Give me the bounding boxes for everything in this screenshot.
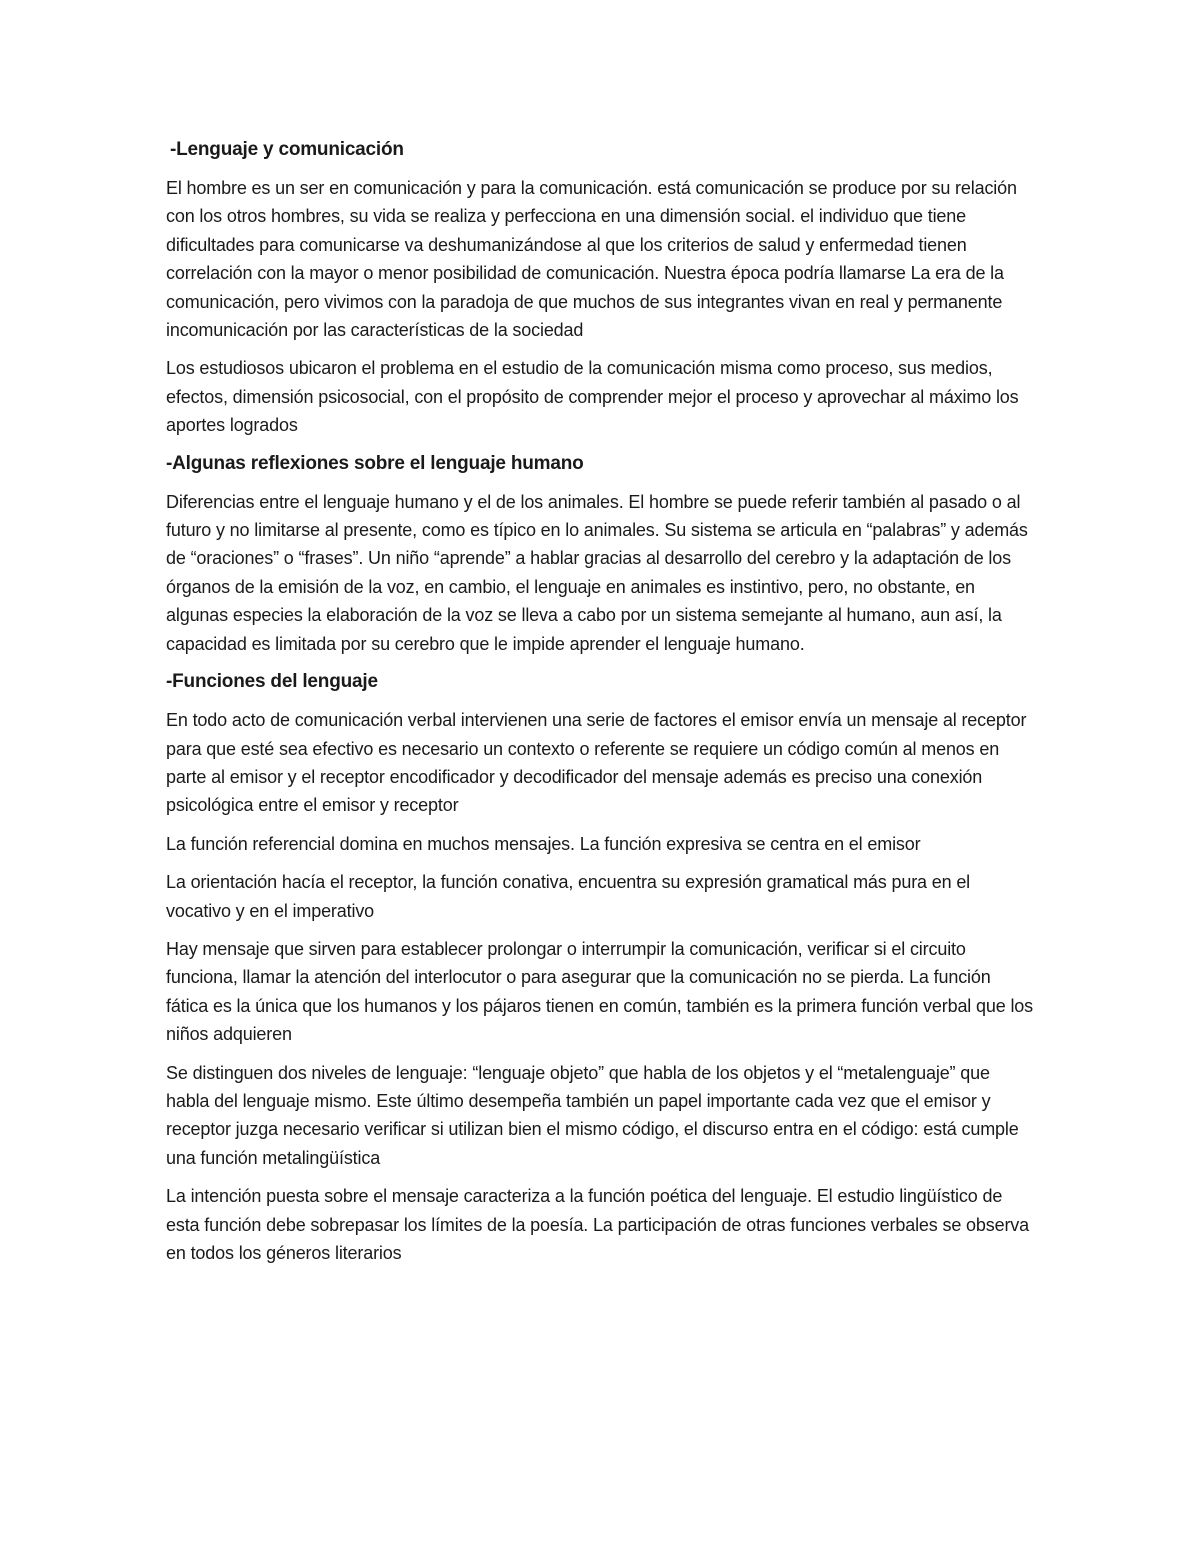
section-heading-reflexiones: -Algunas reflexiones sobre el lenguaje humano (166, 452, 584, 474)
section-heading-lenguaje-comunicacion: -Lenguaje y comunicación (170, 139, 404, 160)
section-heading-funciones: -Funciones del lenguaje (166, 671, 378, 693)
paragraph: El hombre es un ser en comunicación y para la comunicación. está comunicación se produce por su relación con los otros hombres, su vida se realiza y perfecciona en una dimensión social. el individuo que tiene dificultades para comunicarse va deshumanizándose al que los criterios de salud y enfermedad tienen correlación con la mayor o menor posibilidad de comunicación. Nuestra época podría llamarse La era de la comunicación, pero vivimos con la paradoja de que muchos de sus integrantes vivan en real y permanente incomunicación por las características de la sociedad (166, 178, 1017, 341)
paragraph: Los estudiosos ubicaron el problema en el estudio de la comunicación misma como proceso, sus medios, efectos, dimensión psicosocial, con el propósito de comprender mejor el proceso y aprovechar al máximo los aportes logrados (166, 358, 1019, 436)
paragraph: Se distinguen dos niveles de lenguaje: “lenguaje objeto” que habla de los objetos y el “metalenguaje” que habla del lenguaje mismo. Este último desempeña también un papel importante cada vez que el emisor y receptor juzga necesario verificar si utilizan bien el mismo código, el discurso entra en el código: está cumple una función metalingüística (166, 1062, 1019, 1168)
paragraph: La orientación hacía el receptor, la función conativa, encuentra su expresión gramatical más pura en el vocativo y en el imperativo (166, 872, 971, 921)
paragraph: La intención puesta sobre el mensaje caracteriza a la función poética del lenguaje. El estudio lingüístico de esta función debe sobrepasar los límites de la poesía. La participación de otras funciones verbales se observa en todos los géneros literarios (166, 1186, 1030, 1263)
paragraph: Hay mensaje que sirven para establecer prolongar o interrumpir la comunicación, verificar si el circuito funciona, llamar la atención del interlocutor o para asegurar que la comunicación no se pierda. La función fática es la única que los humanos y los pájaros tienen en común, también es la primera función verbal que los niños adquieren (166, 938, 1034, 1045)
document-page (166, 136, 1034, 1277)
paragraph: En todo acto de comunicación verbal intervienen una serie de factores el emisor envía un mensaje al receptor para que esté sea efectivo es necesario un contexto o referente se requiere un código común al menos en parte al emisor y el receptor encodificador y decodificador del mensaje además es preciso una conexión psicológica entre el emisor y receptor (166, 710, 1027, 816)
paragraph: La función referencial domina en muchos mensajes. La función expresiva se centra en el emisor (166, 833, 921, 854)
paragraph: Diferencias entre el lenguaje humano y el de los animales. El hombre se puede referir también al pasado o al futuro y no limitarse al presente, como es típico en lo animales. Su sistema se articula en “palabras” y además de “oraciones” o “frases”. Un niño “aprende” a hablar gracias al desarrollo del cerebro y la adaptación de los órganos de la emisión de la voz, en cambio, el lenguaje en animales es instintivo, pero, no obstante, en algunas especies la elaboración de la voz se lleva a cabo por un sistema semejante al humano, aun así, la capacidad es limitada por su cerebro que le impide aprender el lenguaje humano. (166, 491, 1028, 654)
